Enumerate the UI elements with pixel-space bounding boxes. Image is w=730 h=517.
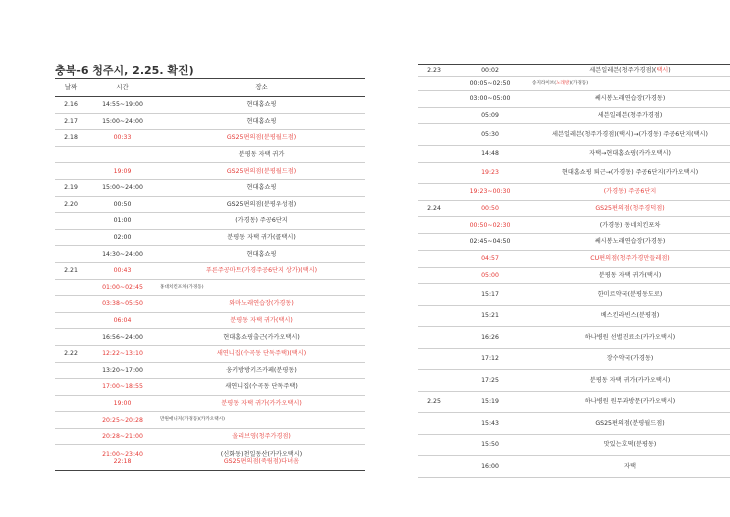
cell-time: 02:00 (113, 233, 132, 241)
table-row (418, 250, 730, 267)
cell-time: 05:30 (481, 131, 499, 139)
cell-place: 쎄시봉노래연습장(가경동) (594, 95, 666, 103)
cell-place: 현대홈쇼핑출근(카카오택시) (223, 333, 300, 341)
table-row (55, 395, 365, 412)
cell-place: 분평동 자택 귀가(카카오택시) (589, 376, 671, 384)
table-row (55, 279, 365, 296)
cell-date: 2.19 (64, 184, 78, 192)
cell-place: GS25편의점(청주경덕점) (595, 205, 665, 213)
cell-date: 2.22 (64, 350, 78, 358)
cell-place: 현대홈쇼핑 (246, 101, 277, 109)
cell-time: 12:22~13:10 (102, 350, 143, 358)
table-row (55, 329, 365, 346)
table-row (55, 345, 365, 362)
cell-time: 17:12 (481, 355, 499, 363)
cell-place: 현대홈쇼핑 (246, 117, 277, 125)
cell-place: 새연니집(수곡동 단독주택)(택시) (216, 350, 307, 358)
cell-time: 01:00~02:45 (102, 283, 143, 291)
cell-time: 04:57 (481, 255, 499, 263)
cell-time: 14:30~24:00 (102, 250, 143, 258)
cell-place (158, 445, 365, 471)
table-row (418, 107, 730, 124)
cell-place: 하나병원 선별진료소(카카오택시) (584, 333, 676, 341)
table-row (418, 162, 730, 184)
cell-time: 14:48 (481, 150, 499, 158)
table-row (55, 262, 365, 279)
cell-time: 14:55~19:00 (102, 101, 143, 109)
cell-date: 2.24 (427, 205, 441, 213)
table-row (55, 130, 365, 147)
cell-time: 15:19 (481, 398, 499, 406)
cell-date (55, 312, 87, 329)
table-row (418, 456, 730, 478)
place-text-part: 세븐일레븐(청주가경점)( (589, 66, 657, 74)
cell-date (55, 163, 87, 180)
cell-place: 세븐일레븐(청주가경점)(택시)→(가경동) 주공6단지(택시) (552, 131, 708, 139)
cell-place: 분평동 자택 귀가 (238, 151, 285, 159)
table-row (418, 413, 730, 435)
cell-date (418, 434, 450, 456)
table-row (55, 246, 365, 263)
cell-time: 00:50~02:30 (469, 221, 511, 229)
table-row (55, 113, 365, 130)
cell-date: 2.23 (427, 66, 441, 74)
cell-date (418, 413, 450, 435)
cell-place: 자택→현대홈쇼핑(카카오택시) (589, 150, 671, 158)
table-row (55, 146, 365, 163)
table-row (55, 412, 365, 429)
cell-time: 19:09 (113, 167, 132, 175)
header-time: 시간 (87, 79, 158, 97)
cell-time: 00:50 (481, 205, 499, 213)
cell-date (418, 217, 450, 234)
cell-time: 05:00 (481, 271, 499, 279)
cell-place: 올리브영(청주가경점) (232, 433, 291, 441)
table-row (55, 196, 365, 213)
cell-place: 현대홈쇼핑 (246, 184, 277, 192)
cell-date: 2.25 (427, 398, 441, 406)
cell-time: 19:23~00:30 (469, 188, 511, 196)
cell-date (55, 213, 87, 230)
cell-date (418, 91, 450, 108)
cell-time: 15:21 (481, 312, 499, 320)
cell-date (55, 279, 87, 296)
cell-date (418, 370, 450, 392)
cell-place: GS25편의점(분평우성점) (226, 200, 297, 208)
cell-date: 2.17 (64, 117, 78, 125)
cell-date (55, 362, 87, 379)
cell-time: 17:00~18:55 (102, 383, 143, 391)
cell-place: 분평동 자택 귀가(택시) (598, 271, 662, 279)
header-place: 장소 (158, 79, 365, 97)
cell-date (418, 456, 450, 478)
cell-time: 15:00~24:00 (102, 184, 143, 192)
cell-date (418, 267, 450, 284)
cell-place: 세븐일레븐(청주가경점) (597, 111, 663, 119)
cell-date (55, 412, 87, 429)
place-text-part: )(가경동) (569, 80, 589, 86)
cell-place: 장수약국(가경동) (606, 355, 654, 363)
cell-date (55, 395, 87, 412)
cell-place: 분평동 자택 귀가(택시) (230, 316, 293, 324)
cell-place: 만원애니져(가경동)(카카오택시) (160, 417, 225, 423)
cell-place: 분평동 자택 귀가(콜택시) (227, 233, 296, 241)
table-row (418, 348, 730, 370)
table-row (418, 234, 730, 251)
schedule-table-right (418, 64, 730, 478)
cell-time: 20:28~21:00 (102, 433, 143, 441)
table-row (55, 362, 365, 379)
table-row (418, 184, 730, 201)
cell-time: 02:45~04:50 (469, 238, 511, 246)
table-row (55, 163, 365, 180)
cell-date (418, 145, 450, 162)
table-row (418, 284, 730, 306)
header-date: 날짜 (55, 79, 87, 97)
cell-date (418, 250, 450, 267)
cell-time: 16:26 (481, 333, 499, 341)
schedule-table-left (55, 78, 365, 471)
table-row (418, 305, 730, 327)
cell-time: 17:25 (481, 376, 499, 384)
cell-place: 푸른주공마트(가경주공6단지 상가)(택시) (205, 267, 318, 275)
cell-time: 16:00 (481, 462, 499, 470)
cell-place (530, 65, 730, 77)
cell-time: 15:50 (481, 441, 499, 449)
cell-date (55, 246, 87, 263)
cell-date (418, 348, 450, 370)
cell-place: 한미르약국(분평동도로) (597, 290, 663, 298)
table-row (418, 217, 730, 234)
place-line: (신화동)천일동산(카카오택시) (220, 450, 303, 458)
cell-place: 맛있는호떡(분평동) (603, 441, 657, 449)
cell-time: 05:09 (481, 111, 499, 119)
cell-place: GS25편의점(분평월드점) (226, 167, 297, 175)
cell-place: 웅키방방키즈카페(분평동) (226, 366, 297, 374)
place-text-part: 노래방 (555, 80, 570, 86)
cell-time: 01:00 (113, 217, 132, 225)
cell-date (418, 305, 450, 327)
place-text-part: 택시 (656, 66, 669, 74)
cell-place: 홍대치킨포차(가경동) (160, 284, 204, 290)
cell-time: 06:04 (113, 316, 132, 324)
table-row (55, 296, 365, 313)
cell-date (55, 229, 87, 246)
cell-date (55, 146, 87, 163)
table-header-row (55, 79, 365, 97)
page-title: 충북-6 청주시, 2.25. 확진) (55, 64, 194, 77)
cell-time: 16:56~24:00 (102, 333, 143, 341)
cell-date (418, 327, 450, 349)
cell-date (55, 445, 87, 471)
cell-time: 15:43 (481, 419, 499, 427)
table-row (55, 97, 365, 114)
table-row (418, 77, 730, 91)
cell-place: 현대홈쇼핑 (246, 250, 277, 258)
cell-date (418, 284, 450, 306)
cell-date: 2.20 (64, 200, 78, 208)
table-row (55, 445, 365, 471)
cell-date: 2.16 (64, 101, 78, 109)
cell-date (418, 234, 450, 251)
table-row (418, 327, 730, 349)
cell-date (418, 184, 450, 201)
cell-place: 분평동 자택 귀가(카카오택시) (221, 399, 302, 407)
table-row (55, 379, 365, 396)
cell-date (418, 124, 450, 146)
cell-time: 15:17 (481, 290, 499, 298)
cell-place: GS25편의점(분평월드점) (226, 134, 297, 142)
table-row (55, 428, 365, 445)
cell-date (55, 329, 87, 346)
cell-place: 쎄시봉노래연습장(가경동) (594, 238, 666, 246)
cell-time: 00:02 (481, 66, 499, 74)
cell-date (418, 162, 450, 184)
cell-time: 00:33 (113, 134, 132, 142)
cell-date (418, 77, 450, 91)
place-line: GS25편의점(죽림점)다녀옴 (223, 457, 300, 465)
cell-date (55, 428, 87, 445)
table-row (418, 370, 730, 392)
cell-date: 2.21 (64, 267, 78, 275)
cell-time: 00:50 (113, 200, 132, 208)
table-row (418, 91, 730, 108)
cell-time (87, 146, 158, 163)
cell-place: 와마노래연습장(가경동) (229, 300, 294, 308)
cell-place: 현대홈쇼핑 퇴근→(가경동) 주공6단지(카카오택시) (561, 169, 699, 177)
cell-place: 자택 (624, 462, 636, 470)
cell-time: 19:23 (481, 169, 499, 177)
table-row (418, 267, 730, 284)
cell-place: 새연니집(수곡동 단독주택) (225, 383, 298, 391)
cell-place: CU편의점(청주가경만들레점) (590, 255, 670, 263)
cell-place: 베스킨라빈스(분평점) (600, 312, 660, 320)
table-row (55, 213, 365, 230)
place-text-part: ) (668, 66, 671, 74)
cell-time: 13:20~17:00 (102, 366, 143, 374)
table-row (418, 145, 730, 162)
cell-place (530, 77, 730, 91)
table-row (418, 434, 730, 456)
cell-place: (가경동) 주공6단지 (603, 188, 657, 196)
table-row (55, 312, 365, 329)
cell-place: GS25편의점(분평월드점) (595, 419, 665, 427)
cell-place: 하나병원 원무과방문(카카오택시) (584, 398, 676, 406)
cell-time: 03:00~05:00 (469, 95, 511, 103)
table-row (418, 124, 730, 146)
place-text-part: 송지라이브( (532, 80, 556, 86)
cell-date (55, 296, 87, 313)
table-row (55, 229, 365, 246)
cell-place: (가경동) 동네치킨포차 (599, 221, 661, 229)
cell-time: 00:43 (113, 267, 132, 275)
cell-date (55, 379, 87, 396)
cell-time: 00:05~02:50 (469, 79, 511, 87)
table-row (418, 200, 730, 217)
cell-place: (가경동) 주공6단지 (235, 217, 288, 225)
cell-date (418, 107, 450, 124)
cell-time: 03:38~05:50 (102, 300, 143, 308)
cell-date: 2.18 (64, 134, 78, 142)
table-row (418, 65, 730, 77)
cell-time: 21:00~23:40 22:18 (102, 450, 143, 465)
cell-time: 19:00 (113, 399, 132, 407)
table-row (418, 391, 730, 413)
table-row (55, 179, 365, 196)
cell-time: 15:00~24:00 (102, 117, 143, 125)
cell-time: 20:25~20:28 (102, 416, 143, 424)
